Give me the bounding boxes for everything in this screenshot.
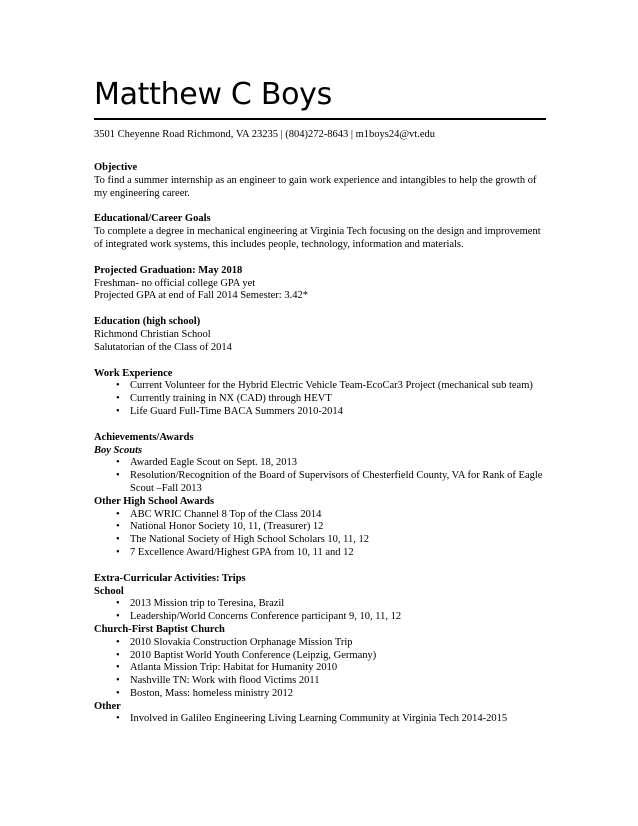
work-heading: Work Experience — [94, 367, 173, 379]
church-subheading: Church-First Baptist Church — [94, 623, 225, 635]
education-line: Richmond Christian School — [94, 328, 211, 340]
hs-awards-subheading: Other High School Awards — [94, 495, 215, 507]
objective-text: To find a summer internship as an engineer to gain work experience and intangibles to help the growth of my engineering career. — [94, 174, 537, 199]
school-list — [94, 598, 546, 624]
list-item: • Nashville TN: Work with flood Victims 2011 — [130, 675, 546, 688]
list-item: • National Honor Society 10, 11, (Treasurer) 12 — [130, 521, 546, 534]
list-item: • Current Volunteer for the Hybrid Electric Vehicle Team-EcoCar3 Project (mechanical sub team) — [130, 380, 546, 393]
scouts-list — [94, 457, 546, 495]
education-line: Salutatorian of the Class of 2014 — [94, 341, 232, 353]
list-item: • Atlanta Mission Trip: Habitat for Humanity 2010 — [130, 662, 546, 675]
header-divider — [94, 118, 546, 120]
resume-name: Matthew C Boys — [94, 77, 332, 112]
school-subheading: School — [94, 585, 124, 597]
graduation-line: Freshman- no official college GPA yet — [94, 277, 256, 289]
work-list — [94, 380, 546, 418]
objective-section — [94, 162, 546, 200]
graduation-heading: Projected Graduation: May 2018 — [94, 264, 243, 276]
list-item: • 7 Excellence Award/Highest GPA from 10, 11 and 12 — [130, 547, 546, 560]
list-item: • 2010 Slovakia Construction Orphanage Mission Trip — [130, 637, 546, 650]
hs-awards-list — [94, 509, 546, 560]
list-item: • Life Guard Full-Time BACA Summers 2010-2014 — [130, 406, 546, 419]
graduation-section — [94, 265, 546, 303]
list-item: • Boston, Mass: homeless ministry 2012 — [130, 688, 546, 701]
extracurricular-heading: Extra-Curricular Activities: Trips — [94, 572, 246, 584]
list-item: • ABC WRIC Channel 8 Top of the Class 2014 — [130, 509, 546, 522]
goals-text: To complete a degree in mechanical engineering at Virginia Tech focusing on the design and improvement of integrated work systems, this includes people, technology, information and materials. — [94, 226, 541, 250]
list-item: • 2013 Mission trip to Teresina, Brazil — [130, 598, 546, 611]
list-item: • The National Society of High School Scholars 10, 11, 12 — [130, 534, 546, 547]
work-section — [94, 368, 546, 419]
list-item: • Involved in Galileo Engineering Living Learning Community at Virginia Tech 2014-2015 — [130, 713, 546, 726]
education-heading: Education (high school) — [94, 316, 201, 328]
achievements-section — [94, 432, 546, 560]
boy-scouts-subheading: Boy Scouts — [94, 444, 143, 456]
list-item: • Resolution/Recognition of the Board of Supervisors of Chesterfield County, VA for Rank of Eagle Scout –Fall 2013 — [130, 470, 546, 496]
other-list — [94, 713, 546, 726]
goals-section — [94, 213, 546, 251]
list-item: • Currently training in NX (CAD) through HEVT — [130, 393, 546, 406]
contact-line: 3501 Cheyenne Road Richmond, VA 23235 | (804)272-8643 | m1boys24@vt.edu — [94, 129, 436, 140]
achievements-heading: Achievements/Awards — [94, 431, 194, 443]
objective-heading: Objective — [94, 162, 138, 173]
other-subheading: Other — [94, 700, 121, 712]
extracurricular-section — [94, 573, 546, 727]
list-item: • Leadership/World Concerns Conference participant 9, 10, 11, 12 — [130, 611, 546, 624]
list-item: • Awarded Eagle Scout on Sept. 18, 2013 — [130, 457, 546, 470]
education-section — [94, 316, 546, 354]
graduation-line: Projected GPA at end of Fall 2014 Semester: 3.42* — [94, 290, 308, 302]
list-item: • 2010 Baptist World Youth Conference (Leipzig, Germany) — [130, 650, 546, 663]
church-list — [94, 637, 546, 701]
goals-heading: Educational/Career Goals — [94, 213, 211, 225]
